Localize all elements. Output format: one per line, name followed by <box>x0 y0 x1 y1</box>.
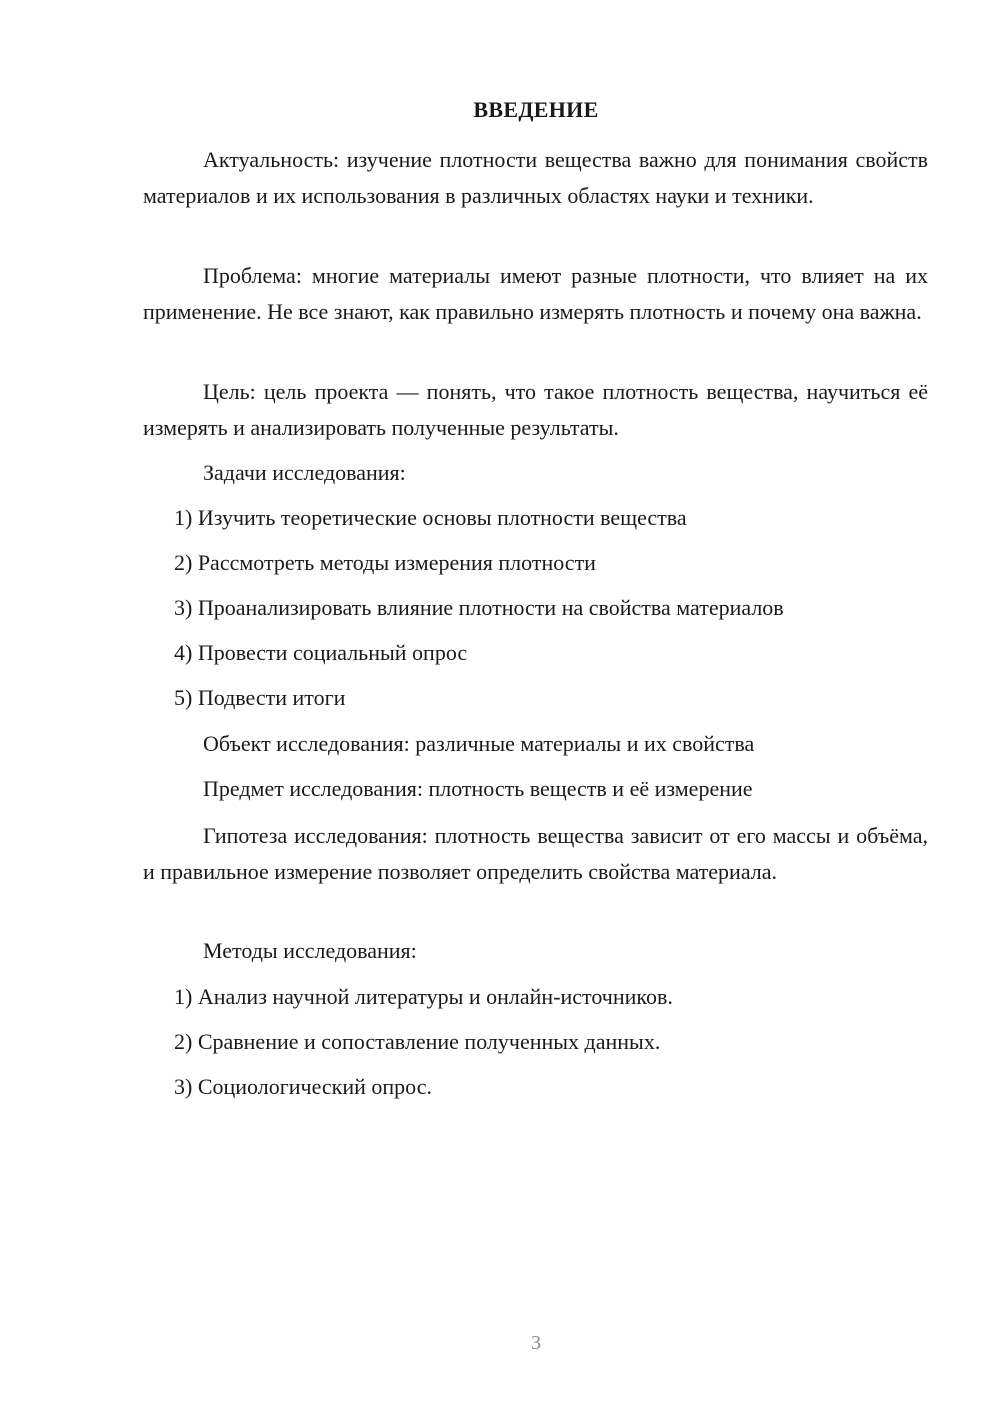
task-item: 3) Проанализировать влияние плотности на свойства материалов <box>174 595 784 620</box>
method-item: 1) Анализ научной литературы и онлайн-источников. <box>174 984 673 1009</box>
method-item: 3) Социологический опрос. <box>174 1074 432 1099</box>
method-item: 2) Сравнение и сопоставление полученных данных. <box>174 1029 661 1054</box>
task-item: 4) Провести социальный опрос <box>174 640 468 665</box>
page-number: 3 <box>531 1332 541 1354</box>
task-item: 5) Подвести итоги <box>174 685 346 710</box>
object-line: Объект исследования: различные материалы и их свойства <box>203 731 755 756</box>
page-title: ВВЕДЕНИЕ <box>473 97 599 122</box>
problem-paragraph: Проблема: многие материалы имеют разные плотности, что влияет на их применение. Не все знают, как правильно измерять плотность и почему она важна. <box>143 263 928 324</box>
task-item: 2) Рассмотреть методы измерения плотности <box>174 550 596 575</box>
goal-paragraph: Цель: цель проекта — понять, что такое плотность вещества, научиться её измерять и анализировать полученные результаты. <box>143 379 928 440</box>
hypothesis-paragraph: Гипотеза исследования: плотность вещества зависит от его массы и объёма, и правильное измерение позволяет определить свойства материала. <box>143 823 928 884</box>
relevance-paragraph: Актуальность: изучение плотности вещества важно для понимания свойств материалов и их использования в различных областях науки и техники. <box>143 147 928 208</box>
methods-heading: Методы исследования: <box>203 938 417 963</box>
task-item: 1) Изучить теоретические основы плотности вещества <box>174 505 687 530</box>
tasks-heading: Задачи исследования: <box>203 460 406 485</box>
subject-line: Предмет исследования: плотность веществ и её измерение <box>203 776 753 801</box>
